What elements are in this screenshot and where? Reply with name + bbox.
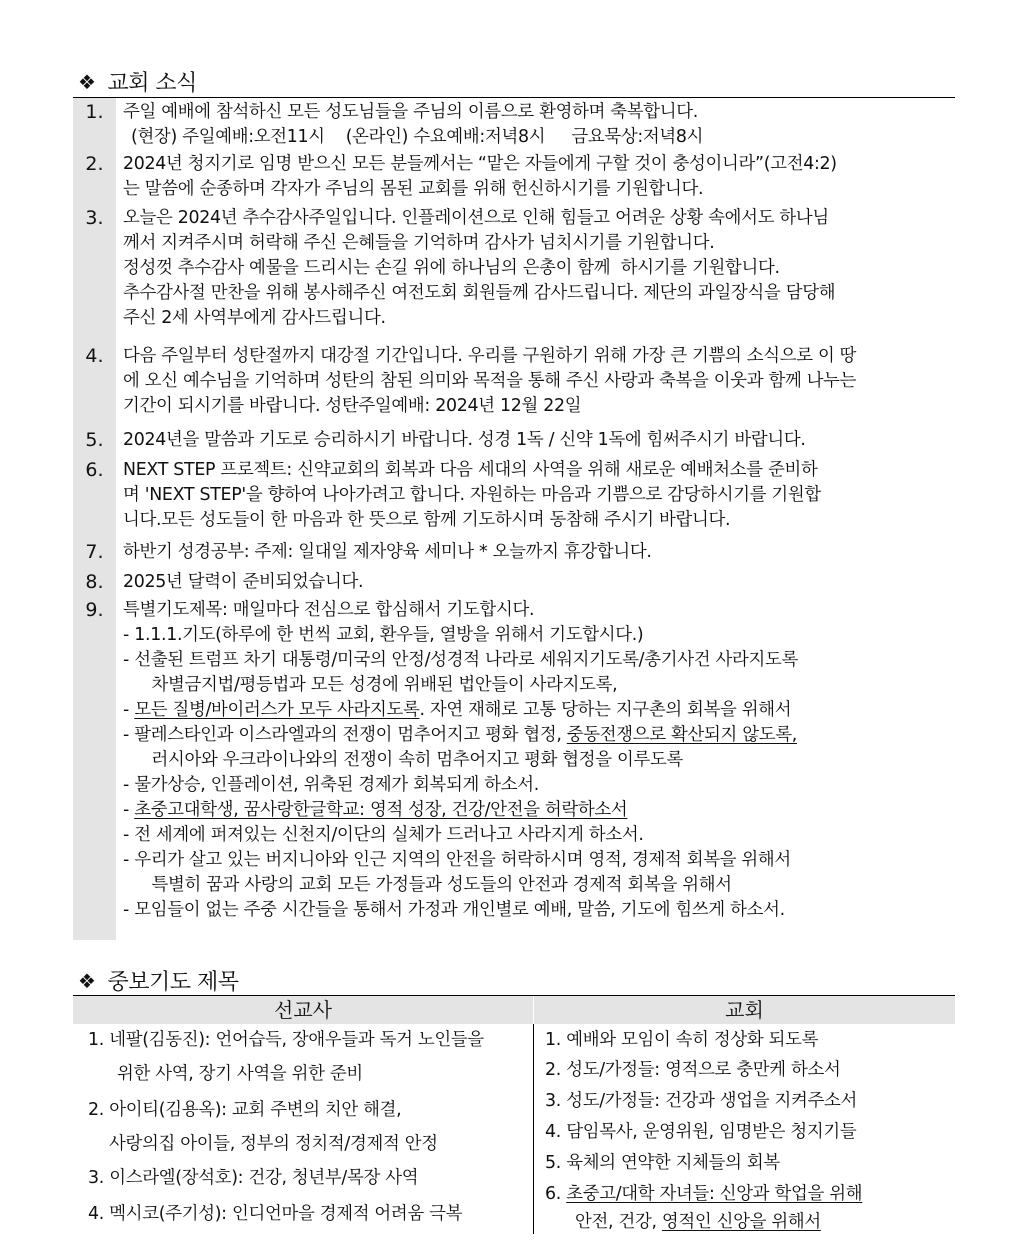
news-item-line: 2024년을 말씀과 기도로 승리하시기 바랍니다. 성경 1독 / 신약 1독에 힘써주시기 바랍니다. <box>123 430 806 450</box>
news-item-number: 5. <box>85 429 104 451</box>
news-item-line: 다음 주일부터 성탄절까지 대강절 기간입니다. 우리를 구원하기 위해 가장 큰 기쁨의 소식으로 이 땅 <box>123 346 857 366</box>
diamond-bullet-icon: ❖ <box>78 968 96 993</box>
news-item-number: 2. <box>85 153 104 175</box>
news-item-line: 께서 지켜주시며 허락해 주신 은혜들을 기억하며 감사가 넘치시기를 기원합니다. <box>123 233 715 253</box>
church-column-header: 교회 <box>534 996 955 1024</box>
news-item-line: 주일 예배에 참석하신 모든 성도님들을 주님의 이름으로 환영하며 축복합니다. <box>123 102 699 122</box>
news-item-line: 하반기 성경공부: 주제: 일대일 제자양육 세미나 * 오늘까지 휴강합니다. <box>123 542 652 562</box>
prayer-line: - 우리가 살고 있는 버지니아와 인근 지역의 안전을 허락하시며 영적, 경제적 회복을 위해서 <box>123 850 791 870</box>
news-item-line: 2025년 달력이 준비되었습니다. <box>123 572 364 592</box>
news-item-line: 기간이 되시기를 바랍니다. 성탄주일예배: 2024년 12월 22일 <box>123 396 582 416</box>
column-divider <box>533 1024 534 1234</box>
prayer-line: - 물가상승, 인플레이션, 위축된 경제가 회복되게 하소서. <box>123 775 540 795</box>
news-item-line: 오늘은 2024년 추수감사주일입니다. 인플레이션으로 인해 힘들고 어려운 상황 속에서도 하나님 <box>123 208 829 228</box>
prayer-line-underlined-c: - 초중고대학생, 꿈사랑한글학교: 영적 성장, 건강/안전을 허락하소서 <box>123 800 628 820</box>
missionary-line: 3. 이스라엘(장석호): 건강, 청년부/목장 사역 <box>88 1168 419 1188</box>
news-section-header <box>78 66 197 97</box>
missionary-line: 위한 사역, 장기 사역을 위한 준비 <box>117 1064 363 1084</box>
news-section-title: 교회 소식 <box>107 71 197 96</box>
church-line: 4. 담임목사, 운영위원, 임명받은 청지기들 <box>545 1122 857 1142</box>
church-line: 5. 육체의 연약한 지체들의 회복 <box>545 1153 780 1173</box>
church-line: 1. 예배와 모임이 속히 정상화 되도록 <box>545 1030 819 1050</box>
prayer-section-header <box>78 965 238 996</box>
news-item-number: 1. <box>85 101 104 123</box>
missionary-column-header: 선교사 <box>73 996 533 1024</box>
church-line-6: 6. 초중고/대학 자녀들: 신앙과 학업을 위해 <box>545 1184 863 1204</box>
news-item-number: 3. <box>85 207 104 229</box>
church-line: 3. 성도/가정들: 건강과 생업을 지켜주소서 <box>545 1091 858 1111</box>
prayer-line: 차별금지법/평등법과 모든 성경에 위배된 법안들이 사라지도록, <box>141 675 618 695</box>
prayer-line-underlined-b: - 팔레스타인과 이스라엘과의 전쟁이 멈추어지고 평화 협정, 중동전쟁으로 확산되지 않도록, <box>123 725 797 745</box>
prayer-section-title: 중보기도 제목 <box>107 970 239 995</box>
news-item-line: 는 말씀에 순종하며 각자가 주님의 몸된 교회를 위해 헌신하시기를 기원합니다. <box>123 179 704 199</box>
prayer-line: 특별히 꿈과 사랑의 교회 모든 가정들과 성도들의 안전과 경제적 회복을 위해서 <box>141 875 732 895</box>
missionary-line: 사랑의집 아이들, 정부의 정치적/경제적 안정 <box>109 1134 438 1154</box>
news-item-line: 주신 2세 사역부에게 감사드립니다. <box>123 308 386 328</box>
prayer-table <box>73 996 955 1240</box>
missionary-line: 2. 아이티(김용옥): 교회 주변의 치안 해결, <box>88 1100 402 1120</box>
news-item-line: 니다.모든 성도들이 한 마음과 한 뜻으로 함께 기도하시며 동참해 주시기 바랍니다. <box>123 510 731 530</box>
news-item-line: 특별기도제목: 매일마다 전심으로 합심해서 기도합시다. <box>123 600 535 620</box>
diamond-bullet-icon: ❖ <box>78 69 96 94</box>
news-item-line: 2024년 청지기로 임명 받으신 모든 분들께서는 “맡은 자들에게 구할 것이 충성이니라”(고전4:2) <box>123 154 837 174</box>
prayer-line: 러시아와 우크라이나와의 전쟁이 속히 멈추어지고 평화 협정을 이루도록 <box>141 750 684 770</box>
prayer-line: - 모임들이 없는 주중 시간들을 통해서 가정과 개인별로 예배, 말씀, 기도에 힘쓰게 하소서. <box>123 900 785 920</box>
news-item-number: 9. <box>85 599 104 621</box>
news-item-number: 8. <box>85 571 104 593</box>
news-item-line: NEXT STEP 프로젝트: 신약교회의 회복과 다음 세대의 사역을 위해 새로운 예배처소를 준비하 <box>123 460 818 480</box>
news-item-line: 추수감사절 만찬을 위해 봉사해주신 여전도회 회원들께 감사드립니다. 제단의 과일장식을 담당해 <box>123 283 836 303</box>
church-line-6-cont: 안전, 건강, 영적인 신앙을 위해서 <box>575 1212 821 1232</box>
news-item-line: (현장) 주일예배:오전11시 (온라인) 수요예배:저녁8시 금요묵상:저녁8시 <box>131 127 704 147</box>
missionary-line: 4. 멕시코(주기성): 인디언마을 경제적 어려움 극복 <box>88 1204 463 1224</box>
news-item-line: 정성껏 추수감사 예물을 드리시는 손길 위에 하나님의 은총이 함께 하시기를 기원합니다. <box>123 258 780 278</box>
church-line: 2. 성도/가정들: 영적으로 충만케 하소서 <box>545 1060 841 1080</box>
missionary-line: 1. 네팔(김동진): 언어습득, 장애우들과 독거 노인들을 <box>88 1030 484 1050</box>
prayer-line: - 선출된 트럼프 차기 대통령/미국의 안정/성경적 나라로 세워지기도록/총기사건 사라지도록 <box>123 650 798 670</box>
prayer-line: - 1.1.1.기도(하루에 한 번씩 교회, 환우들, 열방을 위해서 기도합시다.) <box>123 625 644 645</box>
news-list <box>73 98 955 942</box>
news-item-line: 에 오신 예수님을 기억하며 성탄의 참된 의미와 목적을 통해 주신 사랑과 축복을 이웃과 함께 나누는 <box>123 371 857 391</box>
special-prayer-list <box>123 623 953 923</box>
news-item-number: 6. <box>85 459 104 481</box>
prayer-line-underlined-a: - 모든 질병/바이러스가 모두 사라지도록. 자연 재해로 고통 당하는 지구촌의 회복을 위해서 <box>123 700 792 720</box>
news-item-number: 4. <box>85 345 104 367</box>
news-item-line: 며 'NEXT STEP'을 향하여 나아가려고 합니다. 자원하는 마음과 기쁨으로 감당하시기를 기원합 <box>123 485 821 505</box>
news-item-number: 7. <box>85 541 104 563</box>
prayer-line: - 전 세계에 퍼져있는 신천지/이단의 실체가 드러나고 사라지게 하소서. <box>123 825 644 845</box>
